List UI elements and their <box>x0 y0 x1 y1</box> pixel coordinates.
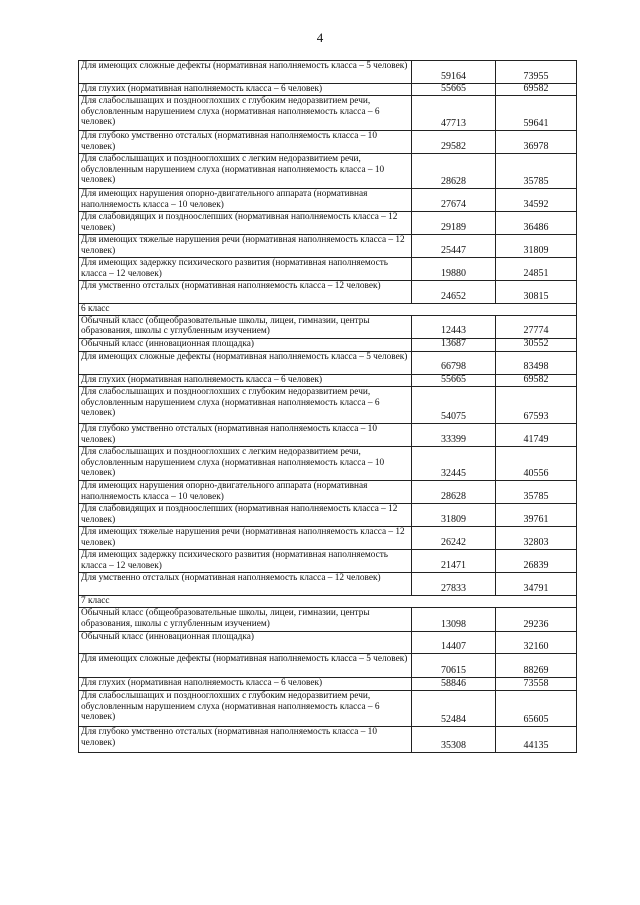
value-column-1: 14407 <box>412 632 496 654</box>
class-type-description: Для глухих (нормативная наполняемость класса – 6 человек) <box>79 374 412 386</box>
value-column-1: 24652 <box>412 281 496 304</box>
class-type-description: Для умственно отсталых (нормативная наполняемость класса – 12 человек) <box>79 573 412 596</box>
table-row <box>79 678 577 691</box>
value-column-2: 88269 <box>496 654 577 678</box>
table-row <box>79 154 577 189</box>
table-row <box>79 727 577 753</box>
table-row <box>79 654 577 678</box>
class-type-description: Для слабослышащих и позднооглохших с легким недоразвитием речи, обусловленным нарушением слуха (нормативная наполняемость класса – 10 человек) <box>79 447 412 481</box>
table-row <box>79 608 577 632</box>
table-row <box>79 96 577 131</box>
value-column-2: 69582 <box>496 374 577 386</box>
value-column-2: 39761 <box>496 504 577 527</box>
table-row <box>79 691 577 727</box>
value-column-2: 32160 <box>496 632 577 654</box>
value-column-1: 29189 <box>412 212 496 235</box>
value-column-1: 55665 <box>412 374 496 386</box>
value-column-1: 25447 <box>412 235 496 258</box>
value-column-2: 36978 <box>496 131 577 154</box>
class-type-description: Для умственно отсталых (нормативная наполняемость класса – 12 человек) <box>79 281 412 304</box>
table-row <box>79 504 577 527</box>
value-column-2: 36486 <box>496 212 577 235</box>
table-row <box>79 84 577 96</box>
value-column-2: 35785 <box>496 154 577 189</box>
value-column-2: 34592 <box>496 189 577 212</box>
value-column-1: 70615 <box>412 654 496 678</box>
class-type-description: Для глубоко умственно отсталых (нормативная наполняемость класса – 10 человек) <box>79 727 412 753</box>
value-column-1: 32445 <box>412 447 496 481</box>
table-row <box>79 481 577 504</box>
class-type-description: Для слабовидящих и поздноослепших (нормативная наполняемость класса – 12 человек) <box>79 504 412 527</box>
value-column-1: 35308 <box>412 727 496 753</box>
value-column-1: 59164 <box>412 61 496 84</box>
table-row <box>79 315 577 338</box>
value-column-1: 55665 <box>412 84 496 96</box>
table-row <box>79 189 577 212</box>
value-column-2: 83498 <box>496 351 577 374</box>
class-type-description: Для имеющих сложные дефекты (нормативная наполняемость класса – 5 человек) <box>79 61 412 84</box>
value-column-1: 27833 <box>412 573 496 596</box>
value-column-2: 41749 <box>496 424 577 447</box>
table-row <box>79 351 577 374</box>
table-row <box>79 61 577 84</box>
table-row <box>79 131 577 154</box>
value-column-2: 27774 <box>496 315 577 338</box>
value-column-1: 31809 <box>412 504 496 527</box>
class-type-description: Для имеющих нарушения опорно-двигательного аппарата (нормативная наполняемость класса – 10 человек) <box>79 481 412 504</box>
funding-norms-body <box>79 61 577 753</box>
value-column-2: 40556 <box>496 447 577 481</box>
value-column-1: 28628 <box>412 154 496 189</box>
value-column-2: 29236 <box>496 608 577 632</box>
value-column-2: 26839 <box>496 550 577 573</box>
section-header-row <box>79 596 577 608</box>
class-type-description: Для имеющих тяжелые нарушения речи (нормативная наполняемость класса – 12 человек) <box>79 527 412 550</box>
class-type-description: Для имеющих задержку психического развития (нормативная наполняемость класса – 12 человек) <box>79 258 412 281</box>
value-column-2: 35785 <box>496 481 577 504</box>
table-row <box>79 212 577 235</box>
value-column-1: 13687 <box>412 338 496 351</box>
class-type-description: Для слабослышащих и позднооглохших с легким недоразвитием речи, обусловленным нарушением слуха (нормативная наполняемость класса – 10 человек) <box>79 154 412 189</box>
class-type-description: Для имеющих сложные дефекты (нормативная наполняемость класса – 5 человек) <box>79 654 412 678</box>
value-column-1: 58846 <box>412 678 496 691</box>
value-column-2: 44135 <box>496 727 577 753</box>
class-type-description: Для глухих (нормативная наполняемость класса – 6 человек) <box>79 678 412 691</box>
class-type-description: Для глубоко умственно отсталых (нормативная наполняемость класса – 10 человек) <box>79 424 412 447</box>
class-type-description: Для слабослышащих и позднооглохших с глубоким недоразвитием речи, обусловленным нарушением слуха (нормативная наполняемость класса – 6 человек) <box>79 96 412 131</box>
value-column-2: 73955 <box>496 61 577 84</box>
value-column-2: 69582 <box>496 84 577 96</box>
value-column-2: 65605 <box>496 691 577 727</box>
class-type-description: Для имеющих нарушения опорно-двигательного аппарата (нормативная наполняемость класса – 10 человек) <box>79 189 412 212</box>
table-row <box>79 387 577 424</box>
table-row <box>79 338 577 351</box>
value-column-1: 27674 <box>412 189 496 212</box>
value-column-2: 31809 <box>496 235 577 258</box>
section-title: 6 класс <box>79 304 577 315</box>
class-type-description: Для имеющих тяжелые нарушения речи (нормативная наполняемость класса – 12 человек) <box>79 235 412 258</box>
class-type-description: Обычный класс (инновационная площадка) <box>79 632 412 654</box>
section-title: 7 класс <box>79 596 577 608</box>
class-type-description: Для имеющих задержку психического развития (нормативная наполняемость класса – 12 человек) <box>79 550 412 573</box>
value-column-1: 26242 <box>412 527 496 550</box>
table-row <box>79 632 577 654</box>
class-type-description: Для слабослышащих и позднооглохших с глубоким недоразвитием речи, обусловленным нарушением слуха (нормативная наполняемость класса – 6 человек) <box>79 387 412 424</box>
table-row <box>79 573 577 596</box>
value-column-1: 52484 <box>412 691 496 727</box>
value-column-1: 19880 <box>412 258 496 281</box>
table-row <box>79 374 577 386</box>
value-column-2: 73558 <box>496 678 577 691</box>
value-column-1: 13098 <box>412 608 496 632</box>
value-column-2: 34791 <box>496 573 577 596</box>
class-type-description: Обычный класс (инновационная площадка) <box>79 338 412 351</box>
page-number: 4 <box>316 30 324 45</box>
table-row <box>79 258 577 281</box>
value-column-1: 54075 <box>412 387 496 424</box>
table-row <box>79 447 577 481</box>
value-column-1: 29582 <box>412 131 496 154</box>
value-column-1: 21471 <box>412 550 496 573</box>
section-header-row <box>79 304 577 315</box>
table-row <box>79 235 577 258</box>
class-type-description: Для слабослышащих и позднооглохших с глубоким недоразвитием речи, обусловленным нарушением слуха (нормативная наполняемость класса – 6 человек) <box>79 691 412 727</box>
class-type-description: Для глухих (нормативная наполняемость класса – 6 человек) <box>79 84 412 96</box>
value-column-2: 30815 <box>496 281 577 304</box>
class-type-description: Для имеющих сложные дефекты (нормативная наполняемость класса – 5 человек) <box>79 351 412 374</box>
value-column-1: 33399 <box>412 424 496 447</box>
class-type-description: Для слабовидящих и поздноослепших (нормативная наполняемость класса – 12 человек) <box>79 212 412 235</box>
value-column-2: 59641 <box>496 96 577 131</box>
class-type-description: Для глубоко умственно отсталых (нормативная наполняемость класса – 10 человек) <box>79 131 412 154</box>
funding-norms-table <box>78 60 577 753</box>
class-type-description: Обычный класс (общеобразовательные школы, лицеи, гимназии, центры образования, школы с углубленным изучением) <box>79 608 412 632</box>
value-column-1: 47713 <box>412 96 496 131</box>
table-row <box>79 527 577 550</box>
value-column-2: 30552 <box>496 338 577 351</box>
value-column-1: 66798 <box>412 351 496 374</box>
table-row <box>79 281 577 304</box>
value-column-1: 28628 <box>412 481 496 504</box>
value-column-2: 32803 <box>496 527 577 550</box>
value-column-2: 24851 <box>496 258 577 281</box>
value-column-1: 12443 <box>412 315 496 338</box>
table-row <box>79 424 577 447</box>
value-column-2: 67593 <box>496 387 577 424</box>
table-row <box>79 550 577 573</box>
class-type-description: Обычный класс (общеобразовательные школы, лицеи, гимназии, центры образования, школы с углубленным изучением) <box>79 315 412 338</box>
